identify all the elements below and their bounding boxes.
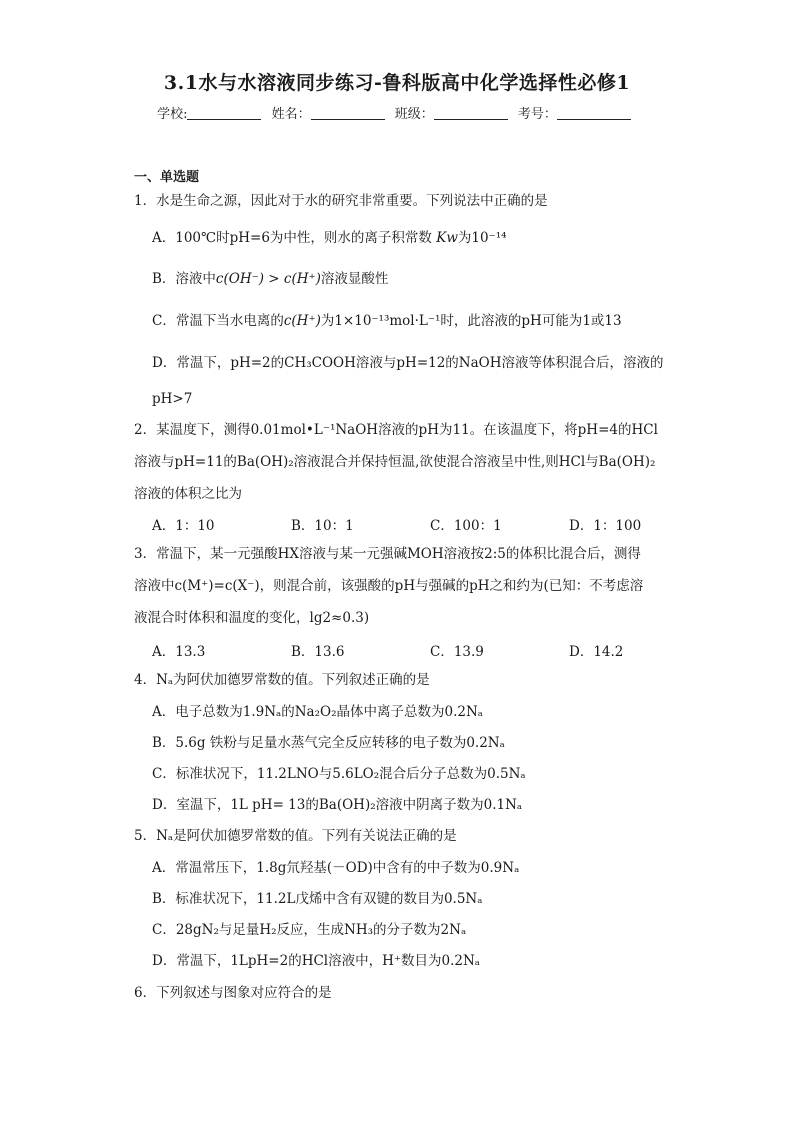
q2-line-2: 溶液与pH=11的Ba(OH)₂溶液混合并保持恒温,欲使混合溶液呈中性,则HCl与Ba(OH)₂ bbox=[134, 454, 656, 470]
name-field[interactable] bbox=[272, 107, 385, 122]
school-label: 学校: bbox=[157, 107, 188, 122]
q1-stem: 1．水是生命之源，因此对于水的研究非常重要。下列说法中正确的是 bbox=[134, 193, 548, 209]
q3-option-b[interactable]: B．13.6 bbox=[291, 644, 345, 660]
exam-number-blank[interactable] bbox=[557, 107, 631, 120]
section-heading: 一、单选题 bbox=[134, 170, 200, 185]
q3-line-3: 液混合时体积和温度的变化，lg2≈0.3) bbox=[134, 610, 370, 626]
q5-option-c[interactable]: C．28gN₂与足量H₂反应，生成NH₃的分子数为2Nₐ bbox=[152, 922, 467, 938]
kw-symbol: Kw bbox=[436, 230, 458, 246]
name-label: 姓名： bbox=[271, 107, 311, 122]
q2-line-3: 溶液的体积之比为 bbox=[134, 486, 242, 502]
q2-option-a[interactable]: A．1：10 bbox=[152, 518, 215, 534]
q3-option-d[interactable]: D．14.2 bbox=[569, 644, 624, 660]
q2-option-b[interactable]: B．10：1 bbox=[291, 518, 354, 534]
q4-stem: 4．Nₐ为阿伏加德罗常数的值。下列叙述正确的是 bbox=[134, 672, 430, 688]
q3-line-2: 溶液中c(M⁺)=c(X⁻)，则混合前，该强酸的pH与强碱的pH之和约为(已知：不考虑溶 bbox=[134, 578, 644, 594]
q3-option-a[interactable]: A．13.3 bbox=[152, 644, 206, 660]
b-inequality: c(OH⁻) > c(H⁺) bbox=[215, 271, 321, 287]
q4-option-b[interactable]: B．5.6g 铁粉与足量水蒸气完全反应转移的电子数为0.2Nₐ bbox=[152, 735, 505, 751]
q3-line-1: 3．常温下，某一元强酸HX溶液与某一元强碱MOH溶液按2:5的体积比混合后，测得 bbox=[134, 546, 641, 562]
q4-option-c[interactable]: C．标准状况下，11.2LNO与5.6LO₂混合后分子总数为0.5Nₐ bbox=[152, 766, 526, 782]
q5-option-b[interactable]: B．标准状况下，11.2L戊烯中含有双键的数目为0.5Nₐ bbox=[152, 891, 483, 907]
c-expression: c(H⁺) bbox=[283, 313, 321, 329]
name-blank[interactable] bbox=[311, 107, 385, 120]
q6-stem: 6．下列叙述与图象对应符合的是 bbox=[134, 985, 332, 1001]
exam-number-label: 考号： bbox=[517, 107, 557, 122]
q2-option-c[interactable]: C．100：1 bbox=[430, 518, 502, 534]
q1-option-b[interactable]: B．溶液中c(OH⁻) > c(H⁺)溶液显酸性 bbox=[152, 271, 389, 287]
class-blank[interactable] bbox=[434, 107, 508, 120]
student-info-row bbox=[0, 103, 794, 122]
class-field[interactable] bbox=[395, 107, 508, 122]
school-blank[interactable] bbox=[187, 107, 261, 120]
q2-options bbox=[152, 514, 708, 534]
school-field[interactable] bbox=[157, 107, 261, 122]
q4-option-d[interactable]: D．室温下，1L pH= 13的Ba(OH)₂溶液中阴离子数为0.1Nₐ bbox=[152, 797, 523, 813]
q2-line-1: 2．某温度下，测得0.01mol•L⁻¹NaOH溶液的pH为11。在该温度下，将pH=4的HCl bbox=[134, 422, 658, 438]
q1-option-d[interactable]: D．常温下，pH=2的CH₃COOH溶液与pH=12的NaOH溶液等体积混合后，溶液的 bbox=[152, 355, 664, 371]
q5-option-a[interactable]: A．常温常压下，1.8g氘羟基(－OD)中含有的中子数为0.9Nₐ bbox=[152, 860, 520, 876]
ch3cooh-formula: CH₃COOH bbox=[284, 355, 356, 371]
class-label: 班级： bbox=[394, 107, 434, 122]
q3-options bbox=[152, 640, 708, 660]
q1-option-a[interactable]: A．100℃时pH=6为中性，则水的离子积常数 Kw为10⁻¹⁴ bbox=[152, 230, 507, 246]
q1-option-d-cont: pH>7 bbox=[152, 391, 193, 407]
page-title: 3.1水与水溶液同步练习-鲁科版高中化学选择性必修1 bbox=[163, 72, 631, 94]
q5-option-d[interactable]: D．常温下，1LpH=2的HCl溶液中，H⁺数目为0.2Nₐ bbox=[152, 953, 481, 969]
exam-number-field[interactable] bbox=[518, 107, 631, 122]
q4-option-a[interactable]: A．电子总数为1.9Nₐ的Na₂O₂晶体中离子总数为0.2Nₐ bbox=[152, 704, 483, 720]
q1-option-c[interactable]: C．常温下当水电离的c(H⁺)为1×10⁻¹³mol·L⁻¹时，此溶液的pH可能为1或13 bbox=[152, 313, 622, 329]
q5-stem: 5．Nₐ是阿伏加德罗常数的值。下列有关说法正确的是 bbox=[134, 828, 457, 844]
q2-option-d[interactable]: D．1：100 bbox=[569, 518, 642, 534]
q3-option-c[interactable]: C．13.9 bbox=[430, 644, 484, 660]
